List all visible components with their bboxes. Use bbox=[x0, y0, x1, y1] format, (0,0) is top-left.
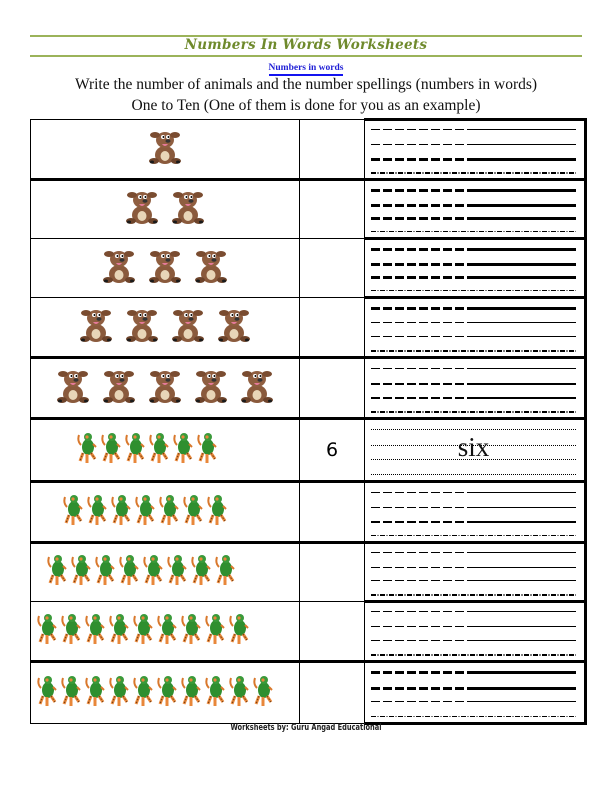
dog-icon bbox=[147, 247, 183, 290]
tiger-icon bbox=[149, 431, 169, 470]
tiger-icon bbox=[85, 674, 105, 713]
animal-picture-cell bbox=[31, 543, 300, 602]
tiger-icon bbox=[159, 493, 179, 532]
word-answer-cell[interactable] bbox=[365, 180, 586, 239]
dog-icon bbox=[170, 306, 206, 349]
writing-guide-line bbox=[371, 594, 576, 596]
animal-picture-cell bbox=[31, 358, 300, 419]
tiger-icon bbox=[135, 493, 155, 532]
writing-guide-line bbox=[371, 507, 576, 508]
writing-guide-line bbox=[371, 654, 576, 656]
writing-guide-line bbox=[371, 580, 576, 581]
tiger-icon bbox=[207, 493, 227, 532]
writing-guide-line bbox=[371, 701, 576, 702]
writing-guide-line bbox=[371, 521, 576, 524]
writing-guide-line bbox=[371, 336, 576, 337]
writing-guide-line bbox=[371, 397, 576, 400]
tiger-icon bbox=[181, 674, 201, 713]
tiger-icon bbox=[205, 612, 225, 651]
tiger-icon bbox=[109, 674, 129, 713]
table-row bbox=[31, 419, 586, 482]
writing-guide-line bbox=[371, 158, 576, 161]
animal-picture-cell bbox=[31, 602, 300, 662]
animal-picture-cell bbox=[31, 298, 300, 358]
table-row bbox=[31, 180, 586, 239]
tiger-icon bbox=[77, 431, 97, 470]
number-answer-cell[interactable]: 6 bbox=[300, 419, 365, 482]
tiger-icon bbox=[215, 553, 235, 592]
tiger-icon bbox=[111, 493, 131, 532]
writing-guide-line bbox=[371, 611, 576, 612]
subtitle-link-wrap bbox=[0, 57, 612, 75]
word-answer-cell[interactable] bbox=[365, 662, 586, 724]
word-answer-cell[interactable] bbox=[365, 239, 586, 298]
tiger-icon bbox=[101, 431, 121, 470]
tiger-icon bbox=[205, 674, 225, 713]
tiger-icon bbox=[125, 431, 145, 470]
word-answer-cell[interactable] bbox=[365, 358, 586, 419]
writing-guide-line bbox=[371, 368, 576, 369]
number-answer-cell[interactable] bbox=[300, 543, 365, 602]
example-word: six bbox=[457, 432, 490, 463]
tiger-icon bbox=[157, 674, 177, 713]
page-title: Numbers In Words Worksheets bbox=[184, 37, 428, 53]
writing-guide-line bbox=[371, 383, 576, 386]
writing-guide-line bbox=[371, 217, 576, 220]
animal-picture-cell bbox=[31, 662, 300, 724]
animal-picture-cell bbox=[31, 482, 300, 543]
writing-guide-line bbox=[371, 231, 576, 232]
numbers-in-words-link[interactable]: Numbers in words bbox=[269, 63, 344, 76]
dog-icon bbox=[124, 188, 160, 231]
tiger-icon bbox=[167, 553, 187, 592]
number-answer-cell[interactable] bbox=[300, 602, 365, 662]
tiger-icon bbox=[37, 612, 57, 651]
table-row bbox=[31, 358, 586, 419]
tiger-icon bbox=[183, 493, 203, 532]
tiger-icon bbox=[133, 612, 153, 651]
writing-guide-line bbox=[371, 552, 576, 553]
word-answer-cell[interactable] bbox=[365, 298, 586, 358]
tiger-icon bbox=[181, 612, 201, 651]
table-row bbox=[31, 662, 586, 724]
dog-icon bbox=[216, 306, 252, 349]
number-answer-cell[interactable] bbox=[300, 298, 365, 358]
table-row bbox=[31, 543, 586, 602]
writing-guide-line bbox=[371, 567, 576, 568]
writing-guide-line bbox=[371, 640, 576, 641]
animal-picture-cell bbox=[31, 239, 300, 298]
animal-picture-cell bbox=[31, 419, 300, 482]
word-answer-cell[interactable] bbox=[365, 419, 586, 482]
writing-guide-line bbox=[371, 189, 576, 192]
writing-guide-line bbox=[371, 307, 576, 310]
number-answer-cell[interactable] bbox=[300, 239, 365, 298]
instruction-line-2: One to Ten (One of them is done for you as an example) bbox=[131, 97, 481, 114]
dog-icon bbox=[101, 367, 137, 410]
dog-icon bbox=[78, 306, 114, 349]
tiger-icon bbox=[173, 431, 193, 470]
tiger-icon bbox=[191, 553, 211, 592]
word-answer-cell[interactable] bbox=[365, 482, 586, 543]
word-answer-cell[interactable] bbox=[365, 602, 586, 662]
writing-guide-line bbox=[371, 290, 576, 291]
dog-icon bbox=[124, 306, 160, 349]
tiger-icon bbox=[157, 612, 177, 651]
tiger-icon bbox=[229, 612, 249, 651]
number-answer-cell[interactable] bbox=[300, 358, 365, 419]
writing-guide-line bbox=[371, 492, 576, 493]
tiger-icon bbox=[63, 493, 83, 532]
dog-icon bbox=[170, 188, 206, 231]
tiger-icon bbox=[61, 612, 81, 651]
footer-credit: Worksheets by: Guru Angad Educational bbox=[230, 723, 382, 733]
word-answer-cell[interactable] bbox=[365, 543, 586, 602]
writing-guide-line bbox=[371, 263, 576, 266]
writing-guide-line bbox=[371, 535, 576, 536]
tiger-icon bbox=[85, 612, 105, 651]
table-row bbox=[31, 602, 586, 662]
number-answer-cell[interactable] bbox=[300, 120, 365, 180]
writing-guide-line bbox=[371, 474, 576, 475]
writing-guide-line bbox=[371, 411, 576, 413]
dog-icon bbox=[193, 367, 229, 410]
writing-guide-line bbox=[371, 429, 576, 430]
writing-guide-line bbox=[371, 276, 576, 279]
tiger-icon bbox=[95, 553, 115, 592]
writing-guide-line bbox=[371, 322, 576, 323]
tiger-icon bbox=[47, 553, 67, 592]
dog-icon bbox=[193, 247, 229, 290]
dog-icon bbox=[147, 367, 183, 410]
table-row bbox=[31, 298, 586, 358]
tiger-icon bbox=[119, 553, 139, 592]
writing-guide-line bbox=[371, 716, 576, 717]
tiger-icon bbox=[109, 612, 129, 651]
table-row bbox=[31, 120, 586, 180]
writing-guide-line bbox=[371, 626, 576, 627]
dog-icon bbox=[239, 367, 275, 410]
tiger-icon bbox=[143, 553, 163, 592]
worksheet-table bbox=[30, 118, 587, 725]
tiger-icon bbox=[71, 553, 91, 592]
tiger-icon bbox=[197, 431, 217, 470]
animal-picture-cell bbox=[31, 120, 300, 180]
tiger-icon bbox=[253, 674, 273, 713]
number-answer-cell[interactable] bbox=[300, 180, 365, 239]
writing-guide-line bbox=[371, 671, 576, 674]
dog-icon bbox=[147, 128, 183, 171]
writing-guide-line bbox=[371, 144, 576, 145]
number-answer-cell[interactable] bbox=[300, 662, 365, 724]
instruction-line-1: Write the number of animals and the number spellings (numbers in words) bbox=[74, 76, 538, 93]
writing-guide-line bbox=[371, 350, 576, 352]
tiger-icon bbox=[37, 674, 57, 713]
table-row bbox=[31, 239, 586, 298]
tiger-icon bbox=[61, 674, 81, 713]
animal-picture-cell bbox=[31, 180, 300, 239]
dog-icon bbox=[101, 247, 137, 290]
writing-guide-line bbox=[371, 204, 576, 207]
number-answer-cell[interactable] bbox=[300, 482, 365, 543]
tiger-icon bbox=[229, 674, 249, 713]
writing-guide-line bbox=[371, 248, 576, 251]
writing-guide-line bbox=[371, 172, 576, 174]
writing-guide-line bbox=[371, 687, 576, 690]
word-answer-cell[interactable] bbox=[365, 120, 586, 180]
tiger-icon bbox=[87, 493, 107, 532]
writing-guide-line bbox=[371, 129, 576, 130]
tiger-icon bbox=[133, 674, 153, 713]
table-row bbox=[31, 482, 586, 543]
dog-icon bbox=[55, 367, 91, 410]
